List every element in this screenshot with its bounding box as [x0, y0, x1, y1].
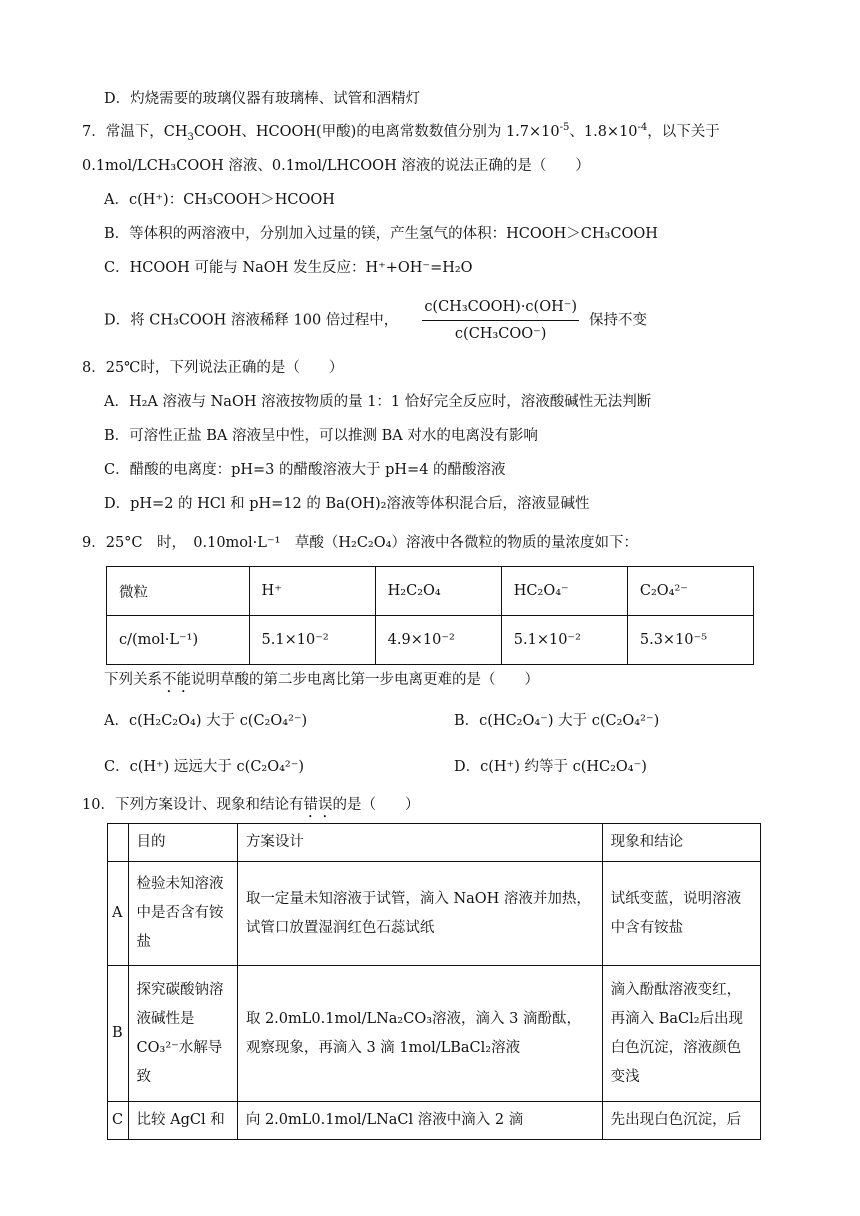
table-cell: 方案设计: [237, 824, 602, 862]
table-cell: c/(mol·L⁻¹): [107, 616, 250, 665]
table-cell: 现象和结论: [602, 824, 760, 862]
q7-option-d: D．将 CH₃COOH 溶液稀释 100 倍过程中， $\frac{\text{c(CH₃COOH)·c(OH⁻)}}{\text{c(CH₃COO⁻)}}$ 保持不变: [104, 299, 648, 342]
q9-concentration-table: [106, 566, 754, 665]
q7-option-a: A．c(H⁺)：CH₃COOH＞HCOOH: [104, 192, 335, 208]
table-cell: 4.9×10⁻²: [375, 616, 501, 665]
q9-stem: 9．25°C 时， 0.10mol·L⁻¹ 草酸（H₂C₂O₄）溶液中各微粒的物质的量浓度如下：: [82, 535, 638, 551]
table-row: [108, 824, 761, 862]
q7-stem-line2: 0.1mol/LCH₃COOH 溶液、0.1mol/LHCOOH 溶液的说法正确的是（ ）: [82, 158, 590, 174]
table-cell: C: [108, 1102, 129, 1140]
fraction: $\frac{\text{c(CH₃COOH)·c(OH⁻)}}{\text{c(CH₃COO⁻)}}$: [424, 299, 578, 342]
table-cell: 5.1×10⁻²: [501, 616, 627, 665]
q7-stem-line1: 7．常温下，$CH_3COOH$、HCOOH(甲酸)的电离常数数值分别为 $1.7\times 10^{-5}$、$1.8\times 10^{-4}$，以下关于: [82, 122, 720, 143]
q10-experiment-table: [107, 823, 761, 1140]
table-cell: 5.3×10⁻⁵: [627, 616, 753, 665]
q8-option-b: B．可溶性正盐 BA 溶液呈中性，可以推测 BA 对水的电离没有影响: [104, 428, 538, 444]
table-row: [108, 966, 761, 1102]
q8-option-d: D．pH=2 的 HCl 和 pH=12 的 Ba(OH)₂溶液等体积混合后，溶液显碱性: [104, 496, 590, 512]
q7-option-b: B．等体积的两溶液中，分别加入过量的镁，产生氢气的体积：HCOOH＞CH₃COOH: [104, 226, 658, 242]
table-cell: 向 2.0mL0.1mol/LNaCl 溶液中滴入 2 滴: [237, 1102, 602, 1140]
table-cell: 比较 AgCl 和: [128, 1102, 237, 1140]
table-row: [107, 616, 754, 665]
table-cell: B: [108, 966, 129, 1102]
table-cell: [108, 824, 129, 862]
table-cell: 取 2.0mL0.1mol/LNa₂CO₃溶液，滴入 3 滴酚酞，观察现象，再滴入 3 滴 1mol/LBaCl₂溶液: [237, 966, 602, 1102]
table-cell: 目的: [128, 824, 237, 862]
q9-option-d: D．c(H⁺) 约等于 c(HC₂O₄⁻): [454, 759, 647, 775]
table-cell: 试纸变蓝，说明溶液中含有铵盐: [602, 862, 760, 966]
table-cell: 探究碳酸钠溶液碱性是CO₃²⁻水解导致: [128, 966, 237, 1102]
q9-option-c: C．c(H⁺) 远远大于 c(C₂O₄²⁻): [104, 759, 305, 775]
table-cell: 5.1×10⁻²: [249, 616, 375, 665]
table-row: [108, 1102, 761, 1140]
table-cell: 检验未知溶液中是否含有铵盐: [128, 862, 237, 966]
q9-question: 下列关系不能说明草酸的第二步电离比第一步电离更难的是（ ）: [104, 672, 539, 688]
q8-option-c: C．醋酸的电离度：pH=3 的醋酸溶液大于 pH=4 的醋酸溶液: [104, 462, 506, 478]
q6-option-d: D．灼烧需要的玻璃仪器有玻璃棒、试管和酒精灯: [104, 91, 421, 107]
q9-option-a: A．c(H₂C₂O₄) 大于 c(C₂O₄²⁻): [104, 713, 308, 729]
table-cell: HC₂O₄⁻: [501, 567, 627, 616]
table-cell: H₂C₂O₄: [375, 567, 501, 616]
q8-stem: 8．25℃时，下列说法正确的是（ ）: [82, 360, 344, 376]
table-cell: 先出现白色沉淀，后: [602, 1102, 760, 1140]
table-cell: A: [108, 862, 129, 966]
table-cell: 取一定量未知溶液于试管，滴入 NaOH 溶液并加热，试管口放置湿润红色石蕊试纸: [237, 862, 602, 966]
q8-option-a: A．H₂A 溶液与 NaOH 溶液按物质的量 1：1 恰好完全反应时，溶液酸碱性无法判断: [104, 394, 652, 410]
table-cell: H⁺: [249, 567, 375, 616]
table-cell: C₂O₄²⁻: [627, 567, 753, 616]
table-row: [107, 567, 754, 616]
table-cell: 微粒: [107, 567, 250, 616]
q10-stem: 10．下列方案设计、现象和结论有错误的是（ ）: [82, 797, 420, 813]
table-row: [108, 862, 761, 966]
q9-option-b: B．c(HC₂O₄⁻) 大于 c(C₂O₄²⁻): [454, 713, 660, 729]
table-cell: 滴入酚酞溶液变红，再滴入 BaCl₂后出现白色沉淀，溶液颜色变浅: [602, 966, 760, 1102]
q7-option-c: C．HCOOH 可能与 NaOH 发生反应：H⁺+OH⁻=H₂O: [104, 260, 473, 276]
